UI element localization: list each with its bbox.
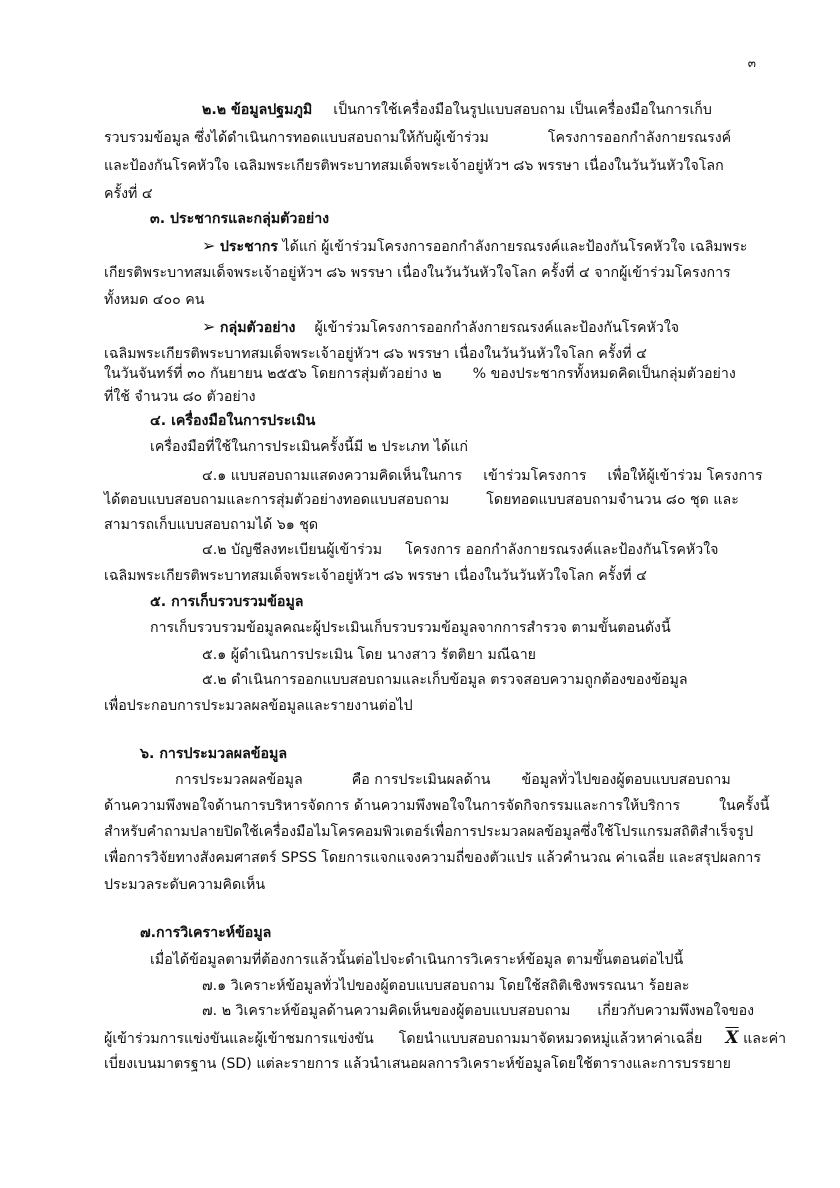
paragraph-line: และป้องกันโรคหัวใจ เฉลิมพระเกียรติพระบาทสมเด็จพระเจ้าอยู่หัวฯ ๘๖ พรรษา เนื่องในวันวันหัวใจโลก [104, 158, 724, 174]
section-heading-7: ๗.การวิเคราะห์ข้อมูล [140, 925, 272, 941]
paragraph-line: เฉลิมพระเกียรติพระบาทสมเด็จพระเจ้าอยู่หัวฯ ๘๖ พรรษา เนื่องในวันวันหัวใจโลก ครั้งที่ ๔ [104, 346, 647, 362]
section-heading-3: ๓. ประชากรและกลุ่มตัวอย่าง [150, 211, 330, 227]
list-item-4-2 [202, 540, 718, 560]
paragraph-line [175, 770, 731, 790]
paragraph-line: เบี่ยงเบนมาตรฐาน (SD) แต่ละรายการ แล้วนำเสนอผลการวิเคราะห์ข้อมูลโดยใช้ตารางและการบรรยาย [104, 1056, 731, 1072]
arrow-bullet-icon: ➢ [202, 317, 216, 336]
population-label: ประชากร [219, 239, 278, 255]
paragraph-line: เพื่อประกอบการประมวลผลข้อมูลและรายงานต่อไป [104, 698, 413, 714]
list-item-5-2: ๕.๒ ดำเนินการออกแบบสอบถามและเก็บข้อมูล ตรวจสอบความถูกต้องของข้อมูล [202, 672, 688, 688]
section-heading-4: ๔. เครื่องมือในการประเมิน [150, 413, 316, 429]
paragraph-text: การประมวลผลข้อมูล [175, 772, 303, 788]
paragraph-line: สำหรับคำถามปลายปิดใช้เครื่องมือไมโครคอมพิวเตอร์เพื่อการประมวลผลข้อมูลซึ่งใช้โปรแกรมสถิติสำเร็จรูป [104, 824, 754, 840]
arrow-bullet-icon: ➢ [202, 236, 216, 255]
list-item-7-2 [202, 1001, 754, 1021]
paragraph-text: ๔.๑ แบบสอบถามแสดงความคิดเห็นในการ [202, 468, 463, 484]
paragraph-line: ประมวลระดับความคิดเห็น [104, 877, 266, 893]
list-item-7-1: ๗.๑ วิเคราะห์ข้อมูลทั่วไปของผู้ตอบแบบสอบถาม โดยใช้สถิติเชิงพรรณนา ร้อยละ [202, 978, 690, 994]
paragraph-line [104, 1028, 786, 1049]
paragraph-line: ครั้งที่ ๔ [104, 186, 153, 202]
paragraph-text: ได้แก่ ผู้เข้าร่วมโครงการออกกำลังกายรณรงค์และป้องกันโรคหัวใจ เฉลิมพระ [282, 239, 748, 255]
paragraph-line [104, 490, 739, 510]
paragraph-text: เพื่อให้ผู้เข้าร่วม โครงการ [607, 468, 763, 484]
paragraph-text: โดยทอดแบบสอบถามจำนวน ๘๐ ชุด และ [486, 492, 739, 508]
paragraph-line: การเก็บรวบรวมข้อมูลคณะผู้ประเมินเก็บรวบรวมข้อมูลจากการสำรวจ ตามขั้นตอนดังนี้ [150, 620, 671, 636]
list-item-4-1 [202, 466, 763, 486]
sample-item [202, 317, 679, 338]
paragraph-line [104, 796, 769, 816]
paragraph-text: ผู้เข้าร่วมโครงการออกกำลังกายรณรงค์และป้องกันโรคหัวใจ [314, 320, 680, 336]
paragraph-text: โครงการ ออกกำลังกายรณรงค์และป้องกันโรคหัวใจ [405, 542, 719, 558]
paragraph-text: ได้ตอบแบบสอบถามและการสุ่มตัวอย่างทอดแบบสอบถาม [104, 492, 450, 508]
paragraph-line: ที่ใช้ จำนวน ๘๐ ตัวอย่าง [104, 389, 256, 405]
paragraph-line: เกียรติพระบาทสมเด็จพระเจ้าอยู่หัวฯ ๘๖ พรรษา เนื่องในวันวันหัวใจโลก ครั้งที่ ๔ จากผู้เข้าร่วมโครงการ [104, 265, 731, 281]
section-heading-2-2: ๒.๒ ข้อมูลปฐมภูมิ [202, 102, 313, 118]
paragraph-text: และค่า [743, 1031, 787, 1047]
paragraph-line: เครื่องมือที่ใช้ในการประเมินครั้งนี้มี ๒ ประเภท ได้แก่ [150, 439, 468, 455]
paragraph-line: เมื่อได้ข้อมูลตามที่ต้องการแล้วนั้นต่อไปจะดำเนินการวิเคราะห์ข้อมูล ตามขั้นตอนต่อไปนี้ [150, 952, 684, 968]
paragraph-line [104, 128, 731, 148]
mean-symbol: $\overline{X}$ [725, 1028, 739, 1048]
paragraph-text: ๔.๒ บัญชีลงทะเบียนผู้เข้าร่วม [202, 542, 383, 558]
paragraph-text: ด้านความพึงพอใจด้านการบริหารจัดการ ด้านความพึงพอใจในการจัดกิจกรรมและการให้บริการ [104, 798, 681, 814]
paragraph-text: เข้าร่วมโครงการ [483, 468, 587, 484]
paragraph-line: ทั้งหมด ๔๐๐ คน [104, 292, 205, 308]
paragraph-line: สามารถเก็บแบบสอบถามได้ ๖๑ ชุด [104, 517, 319, 533]
primary-data-paragraph [202, 100, 712, 120]
population-item [202, 236, 747, 257]
sample-label: กลุ่มตัวอย่าง [219, 320, 296, 336]
paragraph-line [104, 364, 736, 384]
page-number: ๓ [747, 56, 756, 70]
section-heading-6: ๖. การประมวลผลข้อมูล [140, 746, 288, 762]
paragraph-text: รวบรวมข้อมูล ซึ่งได้ดำเนินการทอดแบบสอบถามให้กับผู้เข้าร่วม [104, 130, 489, 146]
paragraph-text: ข้อมูลทั่วไปของผู้ตอบแบบสอบถาม [521, 772, 731, 788]
paragraph-text: เป็นการใช้เครื่องมือในรูปแบบสอบถาม เป็นเครื่องมือในการเก็บ [333, 102, 712, 118]
section-heading-5: ๕. การเก็บรวบรวมข้อมูล [150, 594, 304, 610]
paragraph-text: โดยนำแบบสอบถามมาจัดหมวดหมู่แล้วหาค่าเฉลี่ย [398, 1031, 703, 1047]
paragraph-text: คือ การประเมินผลด้าน [351, 772, 491, 788]
paragraph-text: % ของประชากรทั้งหมดคิดเป็นกลุ่มตัวอย่าง [472, 366, 736, 382]
paragraph-text: ผู้เข้าร่วมการแข่งขันและผู้เข้าชมการแข่งขัน [104, 1031, 374, 1047]
paragraph-line: เฉลิมพระเกียรติพระบาทสมเด็จพระเจ้าอยู่หัวฯ ๘๖ พรรษา เนื่องในวันวันหัวใจโลก ครั้งที่ ๔ [104, 568, 647, 584]
paragraph-line: เพื่อการวิจัยทางสังคมศาสตร์ SPSS โดยการแจกแจงความถี่ของตัวแปร แล้วคำนวณ ค่าเฉลี่ย และสรุปผลการ [104, 850, 761, 866]
paragraph-text: ในครั้งนี้ [719, 798, 770, 814]
paragraph-text: ในวันจันทร์ที่ ๓๐ กันยายน ๒๕๕๖ โดยการสุ่มตัวอย่าง ๒ [104, 366, 442, 382]
paragraph-text: เกี่ยวกับความพึงพอใจของ [597, 1003, 755, 1019]
paragraph-text: ๗. ๒ วิเคราะห์ข้อมูลด้านความคิดเห็นของผู้ตอบแบบสอบถาม [202, 1003, 571, 1019]
paragraph-text: โครงการออกกำลังกายรณรงค์ [547, 130, 732, 146]
list-item-5-1: ๕.๑ ผู้ดำเนินการประเมิน โดย นางสาว รัตติยา มณีฉาย [202, 647, 536, 663]
